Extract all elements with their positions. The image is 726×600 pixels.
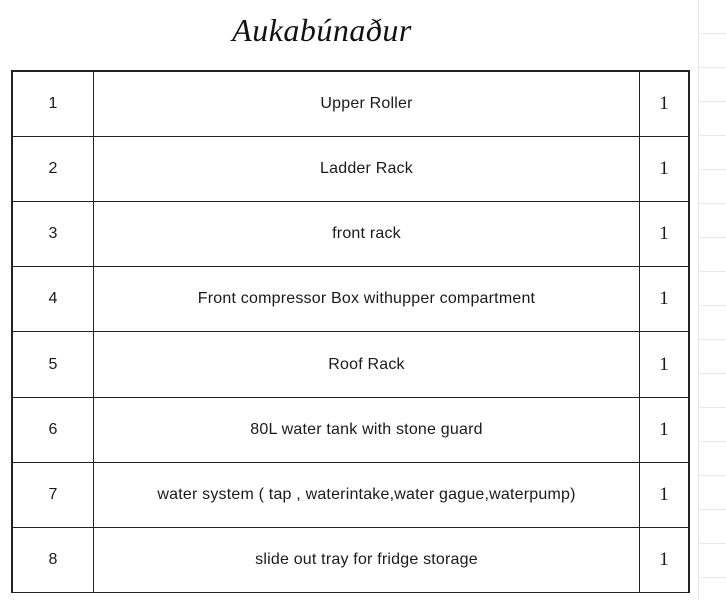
- table-row: [12, 202, 689, 267]
- item-description: Front compressor Box withupper compartment: [94, 267, 640, 332]
- item-description: front rack: [94, 202, 640, 267]
- row-number: 6: [12, 397, 94, 462]
- table-row: [12, 527, 689, 592]
- item-quantity: 1: [640, 397, 690, 462]
- table-row: [12, 332, 689, 397]
- item-quantity: 1: [640, 462, 690, 527]
- item-quantity: 1: [640, 202, 690, 267]
- item-description: Ladder Rack: [94, 137, 640, 202]
- item-quantity: 1: [640, 137, 690, 202]
- row-number: 5: [12, 332, 94, 397]
- table-row: [12, 137, 689, 202]
- row-number: 2: [12, 137, 94, 202]
- item-quantity: 1: [640, 267, 690, 332]
- item-description: Upper Roller: [94, 71, 640, 137]
- row-number: 7: [12, 462, 94, 527]
- table-row: [12, 397, 689, 462]
- accessories-table: [11, 70, 690, 593]
- table-row: [12, 71, 689, 137]
- row-number: 8: [12, 527, 94, 592]
- row-number: 4: [12, 267, 94, 332]
- table-row: [12, 462, 689, 527]
- item-description: 80L water tank with stone guard: [94, 397, 640, 462]
- spreadsheet-grid-edge: [698, 0, 726, 600]
- item-description: Roof Rack: [94, 332, 640, 397]
- item-description: slide out tray for fridge storage: [94, 527, 640, 592]
- item-quantity: 1: [640, 527, 690, 592]
- item-description: water system ( tap , waterintake,water gague,waterpump): [94, 462, 640, 527]
- item-quantity: 1: [640, 332, 690, 397]
- table-row: [12, 267, 689, 332]
- row-number: 3: [12, 202, 94, 267]
- page-title: Aukabúnaður: [232, 12, 412, 48]
- item-quantity: 1: [640, 71, 690, 137]
- row-number: 1: [12, 71, 94, 137]
